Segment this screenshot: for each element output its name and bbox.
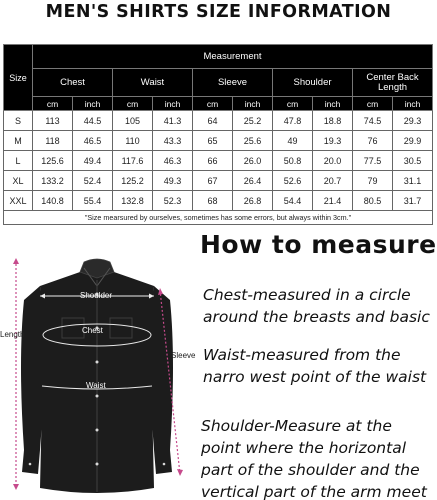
measurement-cell: 125.6 [33,151,73,171]
chest-description-line: Chest-measured in a circle [203,286,411,304]
measurement-cell: 31.7 [393,191,433,211]
measurement-cell: 67 [193,171,233,191]
unit-header: cm [353,97,393,111]
measurement-cell: 68 [193,191,233,211]
length-label: Length [0,330,25,339]
measurement-cell: 74.5 [353,111,393,131]
measurement-cell: 54.4 [273,191,313,211]
measurement-cell: 105 [113,111,153,131]
measurement-header: Measurement [33,45,433,69]
waist-description-line: Waist-measured from the [203,346,401,364]
measurement-cell: 19.3 [313,131,353,151]
chest-description [203,284,430,328]
measurement-cell: 52.3 [153,191,193,211]
measurement-cell: 25.2 [233,111,273,131]
measurement-cell: 117.6 [113,151,153,171]
measurement-cell: 46.5 [73,131,113,151]
size-cell: XL [4,171,33,191]
measurement-cell: 52.6 [273,171,313,191]
shoulder-description [201,415,427,500]
chest-description-line: around the breasts and basic [203,308,430,326]
table-footnote: "Size mearsured by ourselves, sometimes has some errors, but always within 3cm." [4,211,433,225]
sleeve-label: Sleeve [171,351,196,360]
measurement-cell: 52.4 [73,171,113,191]
page-title: MEN'S SHIRTS SIZE INFORMATION [45,2,392,22]
shoulder-header: Shoulder [273,69,353,97]
size-cell: XXL [4,191,33,211]
measurement-cell: 26.0 [233,151,273,171]
table-row [4,191,433,211]
sleeve-header: Sleeve [193,69,273,97]
size-chart-table [3,44,433,225]
table-row [4,171,433,191]
measurement-cell: 55.4 [73,191,113,211]
measurement-cell: 26.4 [233,171,273,191]
measurement-cell: 125.2 [113,171,153,191]
measurement-cell: 50.8 [273,151,313,171]
shoulder-description-line: Shoulder-Measure at the [201,417,392,435]
table-row [4,131,433,151]
waist-description-line: narro west point of the waist [203,368,427,386]
measurement-cell: 79 [353,171,393,191]
size-cell: M [4,131,33,151]
measurement-cell: 29.9 [393,131,433,151]
unit-header: cm [113,97,153,111]
measurement-cell: 25.6 [233,131,273,151]
measurement-cell: 43.3 [153,131,193,151]
measurement-cell: 80.5 [353,191,393,211]
unit-header: inch [233,97,273,111]
measurement-cell: 140.8 [33,191,73,211]
measurement-cell: 77.5 [353,151,393,171]
table-row [4,151,433,171]
unit-header: cm [33,97,73,111]
measurement-cell: 66 [193,151,233,171]
measurement-cell: 64 [193,111,233,131]
size-cell: S [4,111,33,131]
unit-header: inch [153,97,193,111]
measurement-cell: 31.1 [393,171,433,191]
shoulder-description-line: part of the shoulder and the [201,461,420,479]
measurement-cell: 118 [33,131,73,151]
waist-header: Waist [113,69,193,97]
center-back-length-header: Center Back Length [353,69,433,97]
shoulder-label: Shoulder [80,291,113,300]
measurement-cell: 49 [273,131,313,151]
shirt-illustration [0,250,200,500]
how-to-measure-title: How to measure [200,230,437,259]
chest-label: Chest [82,326,103,335]
unit-header: inch [73,97,113,111]
shoulder-description-line: vertical part of the arm meet [201,483,427,500]
measurement-cell: 49.4 [73,151,113,171]
unit-header: cm [273,97,313,111]
unit-header: cm [193,97,233,111]
measurement-cell: 20.7 [313,171,353,191]
table-row [4,111,433,131]
measurement-cell: 41.3 [153,111,193,131]
shirt-diagram [0,250,200,500]
measurement-cell: 76 [353,131,393,151]
measurement-cell: 46.3 [153,151,193,171]
measurement-cell: 20.0 [313,151,353,171]
unit-header: inch [393,97,433,111]
measurement-cell: 29.3 [393,111,433,131]
measurement-cell: 18.8 [313,111,353,131]
measurement-cell: 65 [193,131,233,151]
waist-description [203,344,426,388]
shoulder-description-line: point where the horizontal [201,439,407,457]
size-cell: L [4,151,33,171]
waist-label: Waist [86,381,106,390]
measurement-cell: 47.8 [273,111,313,131]
measurement-cell: 110 [113,131,153,151]
measurement-cell: 133.2 [33,171,73,191]
measurement-cell: 26.8 [233,191,273,211]
chest-header: Chest [33,69,113,97]
measurement-cell: 132.8 [113,191,153,211]
measurement-cell: 30.5 [393,151,433,171]
measurement-cell: 44.5 [73,111,113,131]
measurement-cell: 49.3 [153,171,193,191]
unit-header: inch [313,97,353,111]
measurement-cell: 21.4 [313,191,353,211]
size-column-header: Size [4,45,33,111]
measurement-cell: 113 [33,111,73,131]
